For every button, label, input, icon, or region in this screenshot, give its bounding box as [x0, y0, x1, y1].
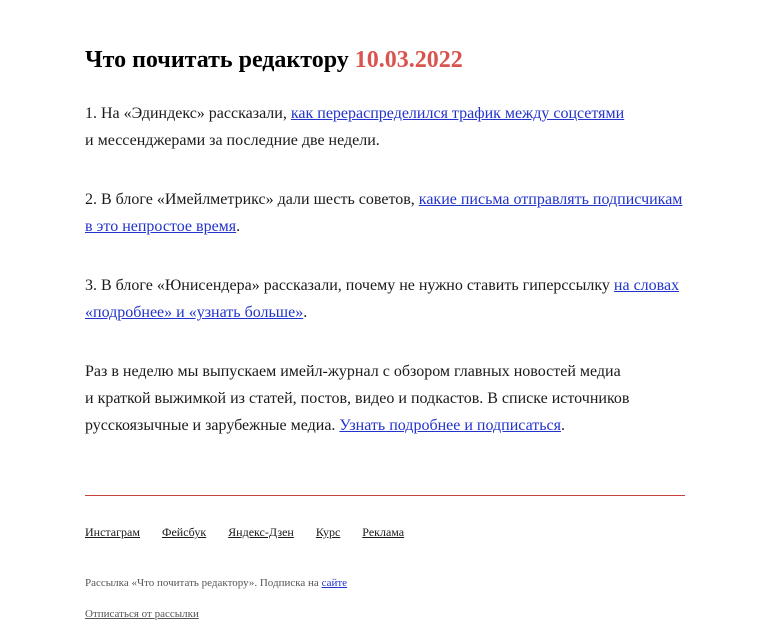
- unsubscribe-row: [85, 607, 685, 621]
- news-item-3: [85, 272, 685, 326]
- digest-description: [85, 358, 685, 439]
- course-link[interactable]: Курс: [315, 525, 341, 539]
- subscribe-link[interactable]: Узнать подробнее и подписаться: [339, 417, 562, 434]
- instagram-link[interactable]: Инстаграм: [85, 525, 140, 539]
- news-item-text: .: [236, 218, 241, 235]
- digest-line: и краткой выжимкой из статей, постов, видео и подкастов. В списке источников: [85, 390, 630, 407]
- news-item-text: 2. В блоге «Имейлметрикс» дали шесть советов,: [85, 191, 419, 208]
- news-item-2: [85, 186, 685, 240]
- news-item-3-link[interactable]: на словах «подробнее» и «узнать больше»: [85, 277, 680, 321]
- footer-divider: [85, 495, 685, 496]
- news-item-2-link[interactable]: какие письма отправлять подписчикам в это непростое время: [85, 191, 683, 235]
- news-item-1: [85, 100, 685, 154]
- news-item-text: и мессенджерами за последние две недели.: [85, 132, 380, 149]
- unsubscribe-link[interactable]: Отписаться от рассылки: [85, 608, 199, 620]
- social-links: [85, 524, 685, 540]
- title-text: Что почитать редактору: [85, 47, 349, 73]
- news-item-text: 1. На «Эдиндекс» рассказали,: [85, 105, 291, 122]
- ads-link[interactable]: Реклама: [362, 525, 405, 539]
- news-item-1-link[interactable]: как перераспределился трафик между соцсетями: [290, 105, 625, 122]
- site-link[interactable]: сайте: [321, 577, 348, 589]
- page-title: [85, 0, 685, 75]
- digest-line: Раз в неделю мы выпускаем имейл-журнал с обзором главных новостей медиа: [85, 363, 621, 380]
- digest-line: русскоязычные и зарубежные медиа.: [85, 417, 340, 434]
- news-item-text: .: [303, 304, 308, 321]
- news-item-text: 3. В блоге «Юнисендера» рассказали, почему не нужно ставить гиперссылку: [85, 277, 614, 294]
- newsletter: [85, 0, 685, 621]
- digest-text: .: [561, 417, 566, 434]
- facebook-link[interactable]: Фейсбук: [161, 525, 207, 539]
- issue-date: 10.03.2022: [354, 47, 463, 73]
- subscription-note-text: Рассылка «Что почитать редактору». Подписка на: [85, 577, 322, 589]
- subscription-note: [85, 576, 685, 590]
- yandex-zen-link[interactable]: Яндекс-Дзен: [228, 525, 294, 539]
